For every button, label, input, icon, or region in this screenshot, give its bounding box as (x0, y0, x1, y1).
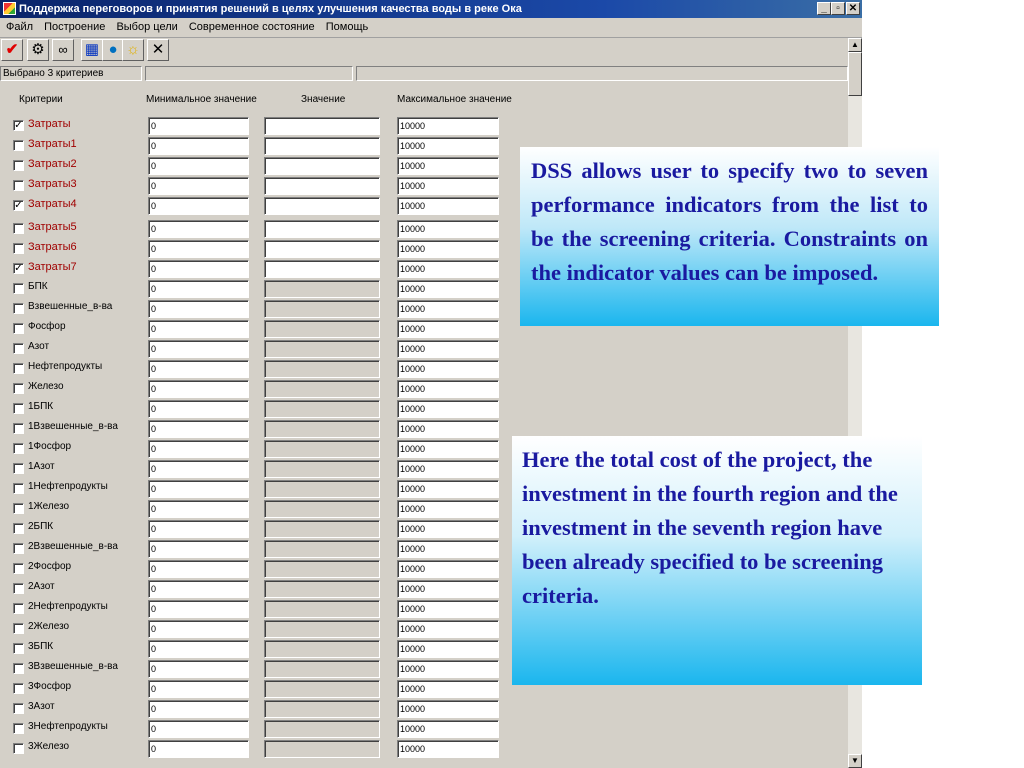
min-value-field[interactable]: 0 (148, 340, 249, 358)
min-value-field[interactable]: 0 (148, 157, 249, 175)
sun-icon[interactable]: ☼ (122, 39, 144, 61)
min-value-field[interactable]: 0 (148, 280, 249, 298)
criterion-row (0, 157, 520, 177)
window-title: Поддержка переговоров и принятия решений в целях улучшения качества воды в реке Ока (19, 3, 522, 15)
criterion-label: Затраты5 (28, 221, 77, 233)
binoculars-icon[interactable]: ∞ (52, 39, 74, 61)
max-value-field[interactable]: 10000 (397, 740, 499, 758)
criterion-label: 2Железо (28, 621, 70, 632)
criterion-label: 2Азот (28, 581, 55, 592)
criterion-label: 3Азот (28, 701, 55, 712)
criterion-row (0, 580, 520, 600)
criterion-label: Затраты2 (28, 158, 77, 170)
header-criteria: Критерии (19, 94, 63, 105)
callout-dss-description: DSS allows user to specify two to seven performance indicators from the list to be the screening criteria. Constraints on the indicator values can be imposed. (520, 147, 939, 326)
criterion-label: Фосфор (28, 321, 66, 332)
criterion-row (0, 740, 520, 760)
value-field (264, 640, 380, 658)
criterion-row (0, 660, 520, 680)
value-field[interactable] (264, 177, 380, 195)
criterion-checkbox[interactable] (13, 223, 24, 234)
criterion-row (0, 720, 520, 740)
value-field (264, 320, 380, 338)
criterion-checkbox[interactable] (13, 603, 24, 614)
min-value-field[interactable]: 0 (148, 400, 249, 418)
criterion-row (0, 560, 520, 580)
criterion-checkbox[interactable]: ✓ (14, 120, 23, 131)
criterion-checkbox[interactable] (13, 303, 24, 314)
min-value-field[interactable]: 0 (148, 500, 249, 518)
criterion-label: Затраты4 (28, 198, 77, 210)
min-value-field[interactable]: 0 (148, 620, 249, 638)
criterion-label: 3Взвешенные_в-ва (28, 661, 118, 672)
criterion-checkbox[interactable] (13, 140, 24, 151)
min-value-field[interactable]: 0 (148, 260, 249, 278)
max-value-field[interactable]: 10000 (397, 440, 499, 458)
max-value-field[interactable]: 10000 (397, 117, 499, 135)
callout-selected-criteria: Here the total cost of the project, the investment in the fourth region and the investment in the seventh region have been already specified to be screening criteria. (512, 436, 922, 685)
value-field (264, 440, 380, 458)
criterion-label: Затраты6 (28, 241, 77, 253)
value-field (264, 420, 380, 438)
value-field (264, 380, 380, 398)
max-value-field[interactable]: 10000 (397, 420, 499, 438)
criterion-row (0, 137, 520, 157)
criterion-checkbox[interactable] (13, 283, 24, 294)
selected-count: Выбрано 3 критериев (0, 66, 142, 81)
criterion-label: 3Железо (28, 741, 70, 752)
min-value-field[interactable]: 0 (148, 380, 249, 398)
value-field (264, 700, 380, 718)
criterion-label: 2Фосфор (28, 561, 72, 572)
criterion-checkbox[interactable] (13, 363, 24, 374)
max-value-field[interactable]: 10000 (397, 340, 499, 358)
menu-file[interactable]: Файл (6, 21, 34, 33)
min-value-field[interactable]: 0 (148, 700, 249, 718)
menu-build[interactable]: Построение (44, 21, 106, 33)
criterion-row (0, 420, 520, 440)
max-value-field[interactable]: 10000 (397, 177, 499, 195)
criterion-checkbox[interactable] (13, 683, 24, 694)
minimize-button[interactable]: _ (817, 2, 831, 15)
value-field (264, 460, 380, 478)
criterion-label: Железо (28, 381, 64, 392)
gear-icon[interactable]: ⚙ (27, 39, 49, 61)
criterion-row (0, 280, 520, 300)
criterion-checkbox[interactable] (13, 643, 24, 654)
max-value-field[interactable]: 10000 (397, 320, 499, 338)
max-value-field[interactable]: 10000 (397, 720, 499, 738)
min-value-field[interactable]: 0 (148, 660, 249, 678)
min-value-field[interactable]: 0 (148, 220, 249, 238)
criterion-row (0, 300, 520, 320)
max-value-field[interactable]: 10000 (397, 500, 499, 518)
scroll-down-icon[interactable]: ▼ (848, 754, 862, 768)
min-value-field[interactable]: 0 (148, 420, 249, 438)
criterion-checkbox[interactable] (13, 423, 24, 434)
max-value-field[interactable]: 10000 (397, 640, 499, 658)
value-field (264, 660, 380, 678)
criterion-checkbox[interactable] (13, 723, 24, 734)
max-value-field[interactable]: 10000 (397, 460, 499, 478)
criterion-checkbox[interactable] (13, 403, 24, 414)
globe-icon[interactable]: ● (102, 39, 124, 61)
criterion-row (0, 177, 520, 197)
chart-icon[interactable]: ▦ (81, 39, 103, 61)
criterion-row (0, 197, 520, 217)
value-field (264, 500, 380, 518)
criterion-row (0, 117, 520, 137)
criterion-row (0, 480, 520, 500)
criterion-label: 2БПК (28, 521, 54, 532)
criterion-row (0, 380, 520, 400)
criterion-label: Затраты1 (28, 138, 77, 150)
max-value-field[interactable]: 10000 (397, 360, 499, 378)
criterion-checkbox[interactable] (13, 563, 24, 574)
criterion-checkbox[interactable] (13, 543, 24, 554)
min-value-field[interactable]: 0 (148, 240, 249, 258)
min-value-field[interactable]: 0 (148, 680, 249, 698)
criterion-row (0, 340, 520, 360)
criterion-checkbox[interactable] (13, 160, 24, 171)
criterion-checkbox[interactable] (13, 443, 24, 454)
value-field[interactable] (264, 157, 380, 175)
criterion-label: БПК (28, 281, 48, 292)
criterion-label: 1Взвешенные_в-ва (28, 421, 118, 432)
criterion-label: 1Фосфор (28, 441, 72, 452)
criterion-row (0, 320, 520, 340)
min-value-field[interactable]: 0 (148, 360, 249, 378)
checkmark-icon[interactable]: ✔ (1, 39, 23, 61)
criterion-checkbox[interactable] (13, 483, 24, 494)
criterion-label: Взвешенные_в-ва (28, 301, 113, 312)
max-value-field[interactable]: 10000 (397, 680, 499, 698)
value-field (264, 620, 380, 638)
max-value-field[interactable]: 10000 (397, 137, 499, 155)
min-value-field[interactable]: 0 (148, 560, 249, 578)
criterion-row (0, 220, 520, 240)
max-value-field[interactable]: 10000 (397, 660, 499, 678)
min-value-field[interactable]: 0 (148, 740, 249, 758)
value-field (264, 520, 380, 538)
max-value-field[interactable]: 10000 (397, 380, 499, 398)
value-field[interactable] (264, 197, 380, 215)
maximize-button[interactable]: ▫ (831, 2, 845, 15)
menu-help[interactable]: Помощь (325, 21, 369, 33)
criterion-row (0, 240, 520, 260)
value-field[interactable] (264, 260, 380, 278)
max-value-field[interactable]: 10000 (397, 240, 499, 258)
min-value-field[interactable]: 0 (148, 197, 249, 215)
value-field (264, 300, 380, 318)
criterion-label: Азот (28, 341, 50, 352)
max-value-field[interactable]: 10000 (397, 620, 499, 638)
min-value-field[interactable]: 0 (148, 460, 249, 478)
min-value-field[interactable]: 0 (148, 640, 249, 658)
value-field (264, 720, 380, 738)
max-value-field[interactable]: 10000 (397, 157, 499, 175)
menu-current-state[interactable]: Современное состояние (188, 21, 315, 33)
value-field (264, 680, 380, 698)
criterion-checkbox[interactable] (13, 243, 24, 254)
criterion-checkbox[interactable] (13, 323, 24, 334)
criterion-label: 3БПК (28, 641, 54, 652)
criterion-label: Затраты3 (28, 178, 77, 190)
min-value-field[interactable]: 0 (148, 440, 249, 458)
criterion-row (0, 500, 520, 520)
max-value-field[interactable]: 10000 (397, 280, 499, 298)
max-value-field[interactable]: 10000 (397, 220, 499, 238)
criterion-checkbox[interactable] (13, 523, 24, 534)
criterion-label: Затраты (28, 118, 71, 130)
criterion-checkbox[interactable] (13, 663, 24, 674)
max-value-field[interactable]: 10000 (397, 580, 499, 598)
value-field[interactable] (264, 137, 380, 155)
header-value: Значение (301, 94, 346, 105)
max-value-field[interactable]: 10000 (397, 700, 499, 718)
value-field[interactable] (264, 220, 380, 238)
value-field (264, 340, 380, 358)
criterion-checkbox[interactable] (13, 703, 24, 714)
criterion-checkbox[interactable] (13, 503, 24, 514)
max-value-field[interactable]: 10000 (397, 520, 499, 538)
value-field (264, 360, 380, 378)
criterion-checkbox[interactable]: ✓ (14, 263, 23, 274)
criterion-label: 3Нефтепродукты (28, 721, 108, 732)
criterion-label: 1БПК (28, 401, 54, 412)
criterion-label: Нефтепродукты (28, 361, 103, 372)
criterion-checkbox[interactable] (13, 180, 24, 191)
criterion-label: 1Азот (28, 461, 55, 472)
scroll-thumb[interactable] (848, 52, 862, 96)
value-field (264, 560, 380, 578)
criterion-checkbox[interactable] (13, 383, 24, 394)
criterion-row (0, 360, 520, 380)
value-field (264, 740, 380, 758)
min-value-field[interactable]: 0 (148, 137, 249, 155)
criterion-label: 1Нефтепродукты (28, 481, 108, 492)
min-value-field[interactable]: 0 (148, 580, 249, 598)
criterion-label: Затраты7 (28, 261, 77, 273)
max-value-field[interactable]: 10000 (397, 260, 499, 278)
criterion-label: 1Железо (28, 501, 70, 512)
min-value-field[interactable]: 0 (148, 540, 249, 558)
min-value-field[interactable]: 0 (148, 600, 249, 618)
min-value-field[interactable]: 0 (148, 520, 249, 538)
criterion-checkbox[interactable] (13, 623, 24, 634)
value-field[interactable] (264, 117, 380, 135)
max-value-field[interactable]: 10000 (397, 600, 499, 618)
criterion-label: 3Фосфор (28, 681, 72, 692)
value-field (264, 280, 380, 298)
min-value-field[interactable]: 0 (148, 480, 249, 498)
criterion-row (0, 520, 520, 540)
value-field (264, 580, 380, 598)
min-value-field[interactable]: 0 (148, 177, 249, 195)
min-value-field[interactable]: 0 (148, 117, 249, 135)
criterion-row (0, 400, 520, 420)
close-icon[interactable]: ✕ (147, 39, 169, 61)
max-value-field[interactable]: 10000 (397, 400, 499, 418)
criterion-row (0, 700, 520, 720)
min-value-field[interactable]: 0 (148, 320, 249, 338)
criterion-checkbox[interactable] (13, 743, 24, 754)
criterion-row (0, 440, 520, 460)
max-value-field[interactable]: 10000 (397, 540, 499, 558)
min-value-field[interactable]: 0 (148, 300, 249, 318)
header-max: Максимальное значение (397, 94, 512, 105)
criterion-row (0, 620, 520, 640)
criterion-checkbox[interactable] (13, 343, 24, 354)
criterion-checkbox[interactable] (13, 583, 24, 594)
value-field[interactable] (264, 240, 380, 258)
criterion-label: 2Взвешенные_в-ва (28, 541, 118, 552)
max-value-field[interactable]: 10000 (397, 197, 499, 215)
criterion-label: 2Нефтепродукты (28, 601, 108, 612)
max-value-field[interactable]: 10000 (397, 480, 499, 498)
max-value-field[interactable]: 10000 (397, 560, 499, 578)
criterion-row (0, 540, 520, 560)
scroll-up-icon[interactable]: ▲ (848, 38, 862, 52)
value-field (264, 600, 380, 618)
criterion-row (0, 600, 520, 620)
criterion-row (0, 260, 520, 280)
criterion-row (0, 640, 520, 660)
criterion-checkbox[interactable]: ✓ (14, 200, 23, 211)
criterion-row (0, 680, 520, 700)
criterion-row (0, 460, 520, 480)
value-field (264, 400, 380, 418)
header-min: Минимальное значение (146, 94, 257, 105)
criterion-checkbox[interactable] (13, 463, 24, 474)
min-value-field[interactable]: 0 (148, 720, 249, 738)
max-value-field[interactable]: 10000 (397, 300, 499, 318)
value-field (264, 480, 380, 498)
close-window-button[interactable]: ✕ (846, 2, 860, 15)
value-field (264, 540, 380, 558)
menu-goal[interactable]: Выбор цели (116, 21, 178, 33)
